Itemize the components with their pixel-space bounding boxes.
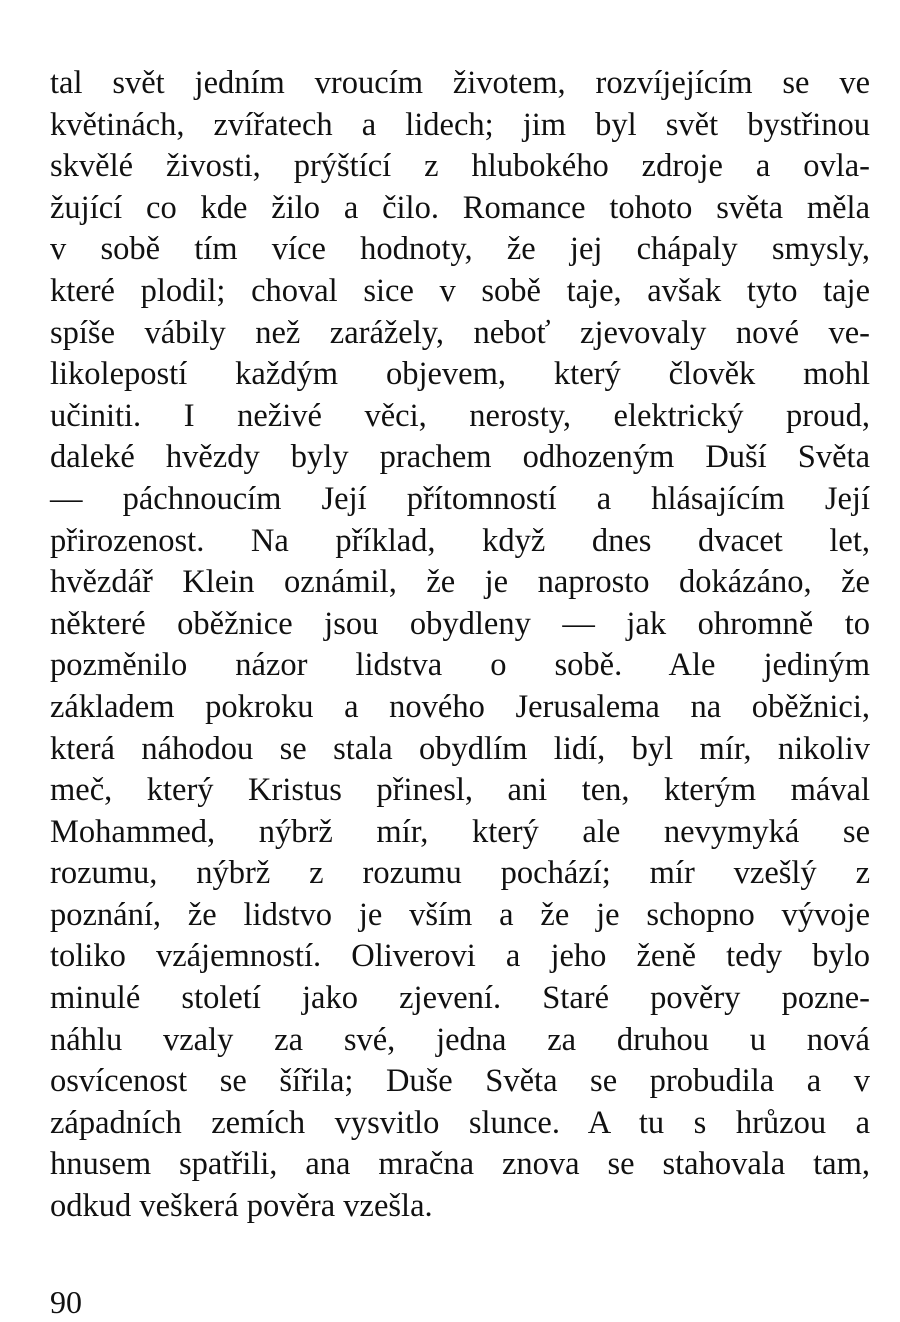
text-line: minulé století jako zjevení. Staré pověry pozne- <box>50 980 870 1017</box>
text-line: likolepostí každým objevem, který člověk mohl <box>50 356 870 393</box>
text-line: učiniti. I neživé věci, nerosty, elektrický proud, <box>50 397 870 434</box>
text-line: přirozenost. Na příklad, když dnes dvacet let, <box>50 522 870 559</box>
text-line: poznání, že lidstvo je vším a že je schopno vývoje <box>50 896 870 933</box>
text-line: skvělé živosti, prýštící z hlubokého zdroje a ovla- <box>50 148 870 185</box>
text-line: náhlu vzaly za své, jedna za druhou u nová <box>50 1021 870 1058</box>
text-line: daleké hvězdy byly prachem odhozeným Duší Světa <box>50 439 870 476</box>
text-line-last: odkud veškerá pověra vzešla. <box>50 1188 433 1225</box>
text-line: Mohammed, nýbrž mír, který ale nevymyká se <box>50 813 870 850</box>
page-number: 90 <box>50 1284 82 1320</box>
text-line: základem pokroku a nového Jerusalema na oběžnici, <box>50 688 870 725</box>
text-line: hnusem spatřili, ana mračna znova se stahovala tam, <box>50 1146 870 1183</box>
text-line: západních zemích vysvitlo slunce. A tu s hrůzou a <box>50 1104 870 1141</box>
text-line: v sobě tím více hodnoty, že jej chápaly smysly, <box>50 231 870 268</box>
text-line: — páchnoucím Její přítomností a hlásajícím Její <box>50 480 870 517</box>
text-line: žující co kde žilo a čilo. Romance tohoto světa měla <box>50 189 870 226</box>
text-line: meč, který Kristus přinesl, ani ten, kterým mával <box>50 772 870 809</box>
text-line: pozměnilo názor lidstva o sobě. Ale jediným <box>50 647 870 684</box>
text-line: která náhodou se stala obydlím lidí, byl mír, nikoliv <box>50 730 870 767</box>
text-line: rozumu, nýbrž z rozumu pochází; mír vzešlý z <box>50 855 870 892</box>
body-text <box>50 63 870 1228</box>
text-line: toliko vzájemností. Oliverovi a jeho ženě tedy bylo <box>50 938 870 975</box>
text-line: spíše vábily než zarážely, neboť zjevovaly nové ve- <box>50 314 870 351</box>
text-line: které plodil; choval sice v sobě taje, avšak tyto taje <box>50 272 870 309</box>
text-line: některé oběžnice jsou obydleny — jak ohromně to <box>50 605 870 642</box>
text-line: osvícenost se šířila; Duše Světa se probudila a v <box>50 1063 870 1100</box>
text-line: tal svět jedním vroucím životem, rozvíjejícím se ve <box>50 65 870 101</box>
text-line: hvězdář Klein oznámil, že je naprosto dokázáno, že <box>50 564 870 601</box>
text-line: květinách, zvířatech a lidech; jim byl svět bystřinou <box>50 106 870 143</box>
